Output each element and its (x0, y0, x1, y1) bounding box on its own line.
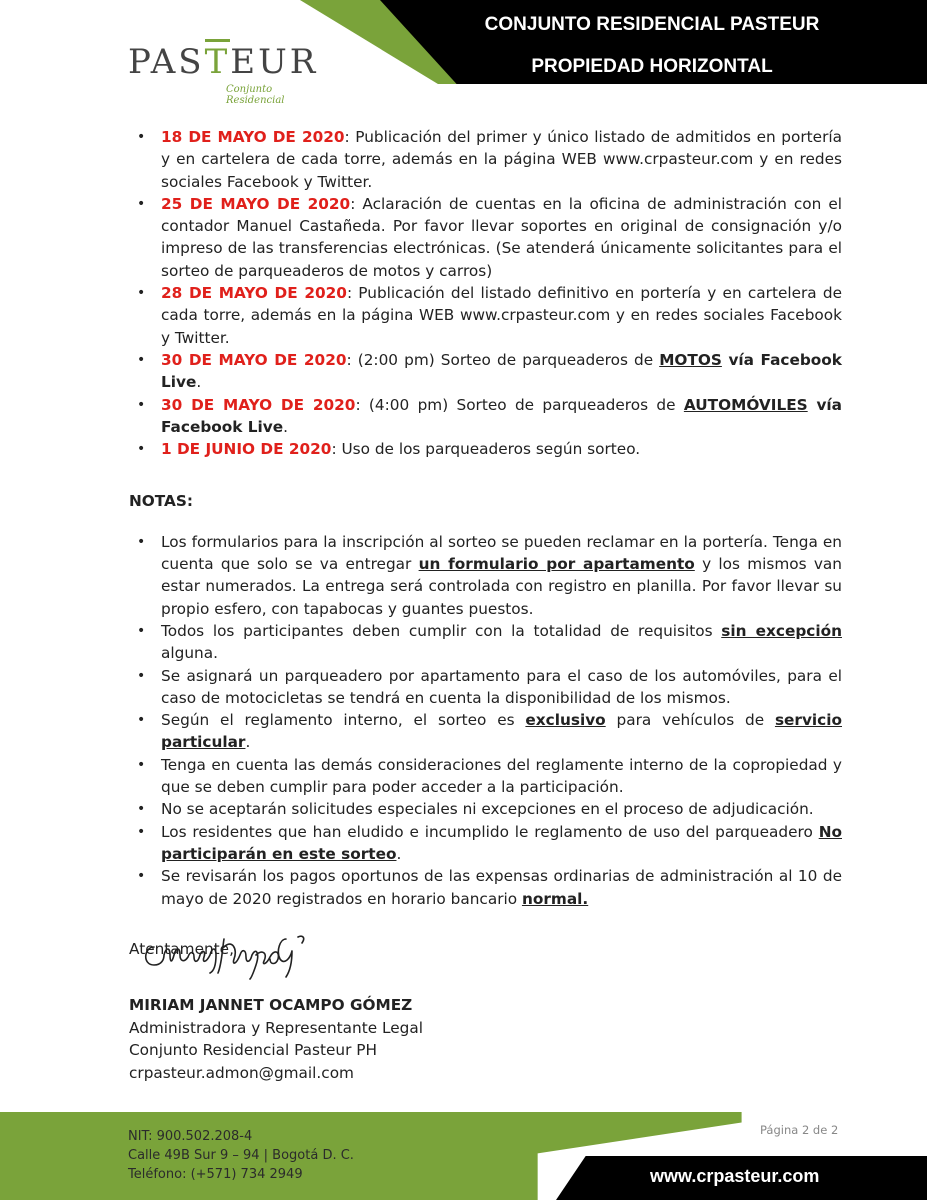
list-item: • 30 DE MAYO DE 2020: (2:00 pm) Sorteo de parqueaderos de MOTOS vía Facebook Live. (161, 349, 842, 394)
letter-body (129, 126, 842, 960)
pasteur-logo (128, 40, 328, 106)
header-subtitle: PROPIEDAD HORIZONTAL (531, 56, 773, 77)
list-item: • 28 DE MAYO DE 2020: Publicación del listado definitivo en portería y en cartelera de cada torre, además en la página WEB www.crpasteur.com y en redes sociales Facebook y Twitter. (161, 282, 842, 349)
list-item: • Los residentes que han eludido e incumplido le reglamento de uso del parqueadero No participarán en este sorteo. (161, 821, 842, 866)
list-item: • Todos los participantes deben cumplir con la totalidad de requisitos sin excepción alguna. (161, 620, 842, 665)
schedule-list (129, 126, 842, 460)
signer-name: MIRIAM JANNET OCAMPO GÓMEZ (129, 996, 413, 1014)
header-title: CONJUNTO RESIDENCIAL PASTEUR (484, 14, 820, 35)
notes-heading: NOTAS: (129, 492, 194, 511)
signer-email: crpasteur.admon@gmail.com (129, 1064, 354, 1082)
list-item: • 18 DE MAYO DE 2020: Publicación del primer y único listado de admitidos en portería y en cartelera de cada torre, además en la página WEB www.crpasteur.com y en redes sociales Facebook y Twitter. (161, 126, 842, 193)
handwritten-signature (140, 925, 340, 980)
list-item: • Según el reglamento interno, el sorteo es exclusivo para vehículos de servicio particular. (161, 709, 842, 754)
closing-text: Atentamente, (129, 939, 234, 958)
signer-role: Administradora y Representante Legal (129, 1019, 423, 1037)
list-item: • Se asignará un parqueadero por apartamento para el caso de los automóviles, para el caso de motocicletas se tendrá en cuenta la disponibilidad de los mismos. (161, 665, 842, 710)
footer-nit: NIT: 900.502.208-4 (128, 1129, 253, 1144)
signer-organization: Conjunto Residencial Pasteur PH (129, 1041, 377, 1059)
logo-wordmark: PASTEUR (128, 42, 318, 82)
list-item: • 30 DE MAYO DE 2020: (4:00 pm) Sorteo de parqueaderos de AUTOMÓVILES vía Facebook Live. (161, 394, 842, 439)
footer-phone: Teléfono: (+571) 734 2949 (128, 1167, 303, 1182)
list-item: • 1 DE JUNIO DE 2020: Uso de los parqueaderos según sorteo. (161, 438, 842, 460)
page-number: Página 2 de 2 (760, 1123, 839, 1137)
list-item: • Tenga en cuenta las demás consideraciones del reglamente interno de la copropiedad y que se deben cumplir para poder acceder a la participación. (161, 754, 842, 799)
list-item: • 25 DE MAYO DE 2020: Aclaración de cuentas en la oficina de administración con el contador Manuel Castañeda. Por favor llevar soportes en original de consignación y/o impreso de las transferencias electrónicas. (Se atenderá únicamente solicitantes para el sorteo de parqueaderos de motos y carros) (161, 193, 842, 282)
list-item: • Se revisarán los pagos oportunos de las expensas ordinarias de administración al 10 de mayo de 2020 registrados en horario bancario normal. (161, 865, 842, 910)
footer-website: www.crpasteur.com (650, 1166, 820, 1186)
list-item: • No se aceptarán solicitudes especiales ni excepciones en el proceso de adjudicación. (161, 798, 842, 820)
list-item: • Los formularios para la inscripción al sorteo se pueden reclamar en la portería. Tenga en cuenta que solo se va entregar un formulario por apartamento y los mismos van estar numerados. La entrega será controlada con registro en planilla. Por favor llevar su propio esfero, con tapabocas y guantes puestos. (161, 531, 842, 620)
logo-subtitle: Conjunto Residencial (226, 84, 285, 106)
footer-address: Calle 49B Sur 9 – 94 | Bogotá D. C. (128, 1148, 354, 1163)
notes-list (129, 531, 842, 910)
